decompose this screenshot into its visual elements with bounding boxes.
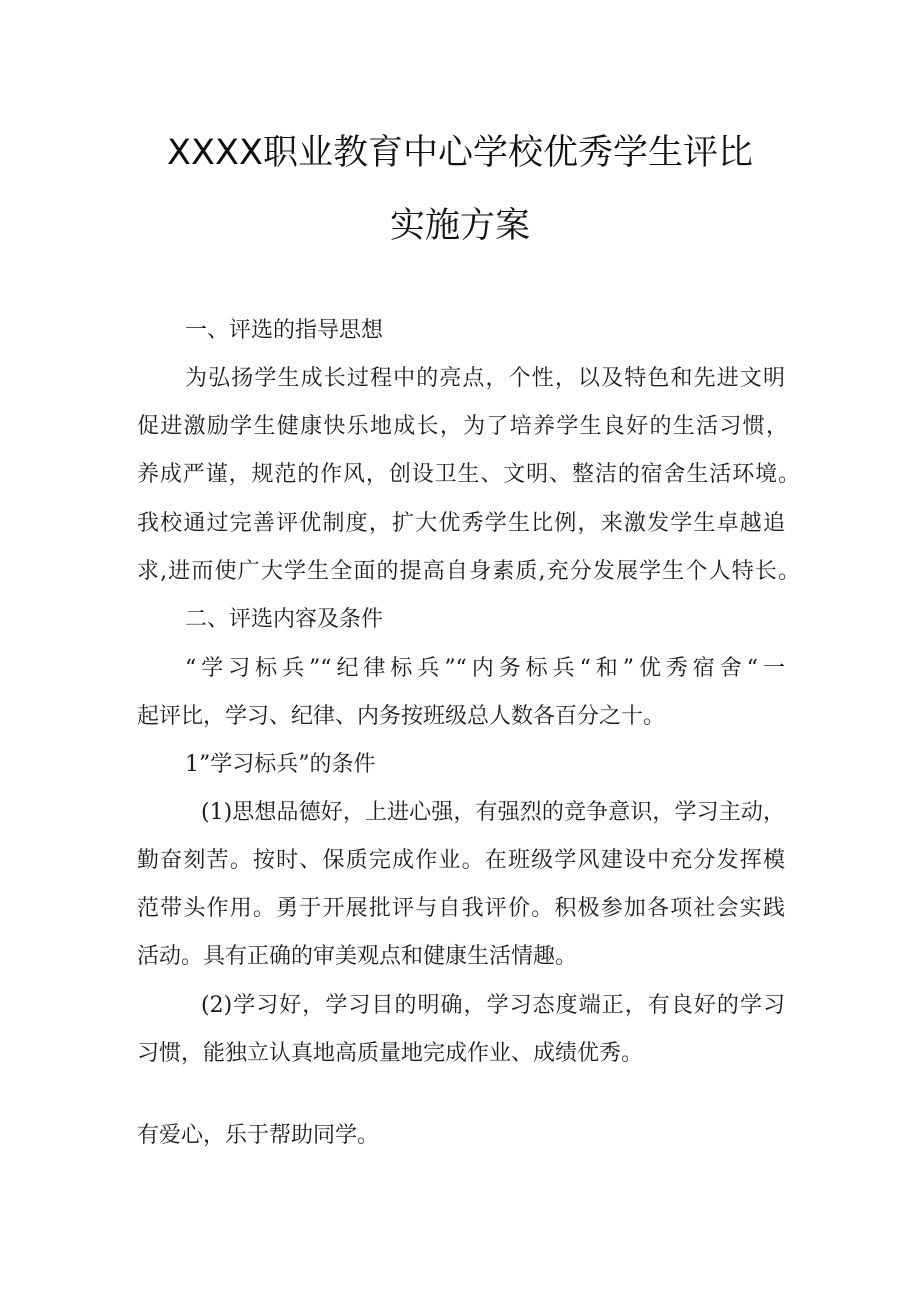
item-2-line-1: (2)学习好，学习目的明确，学习态度端正，有良好的学习	[201, 993, 785, 1018]
document-title-line-2: 实施方案	[389, 206, 530, 246]
section-2-heading: 二、评选内容及条件	[185, 607, 384, 632]
section-1-line-3: 养成严谨，规范的作风，创设卫生、文明、整洁的宿舍生活环境。	[137, 462, 800, 487]
item-1-line-3: 范带头作用。勇于开展批评与自我评价。积极参加各项社会实践	[137, 896, 785, 921]
subsection-1-heading: 1”学习标兵”的条件	[185, 752, 376, 777]
section-1-line-5: 求,进而使广大学生全面的提高自身素质,充分发展学生个人特长。	[137, 559, 800, 584]
item-1-line-1: (1)思想品德好，上进心强，有强烈的竞争意识，学习主动，	[201, 800, 785, 825]
item-1-line-2: 勤奋刻苦。按时、保质完成作业。在班级学风建设中充分发挥模	[137, 848, 785, 873]
item-2-line-2: 习惯，能独立认真地高质量地完成作业、成绩优秀。	[137, 1041, 644, 1066]
section-1-heading: 一、评选的指导思想	[185, 318, 384, 343]
section-1-line-4: 我校通过完善评优制度，扩大优秀学生比例，来激发学生卓越追	[137, 511, 785, 536]
section-2-line-2: 起评比，学习、纪律、内务按班级总人数各百分之十。	[137, 704, 666, 729]
item-1-line-4: 活动。具有正确的审美观点和健康生活情趣。	[137, 944, 578, 969]
item-3-line: 有爱心，乐于帮助同学。	[137, 1123, 380, 1148]
section-1-line-2: 促进激励学生健康快乐地成长，为了培养学生良好的生活习惯，	[137, 414, 788, 439]
document-title-line-1: XXXX职业教育中心学校优秀学生评比	[167, 133, 753, 173]
section-1-line-1: 为弘扬学生成长过程中的亮点，个性，以及特色和先进文明	[185, 366, 785, 391]
section-2-line-1: “学习标兵”“纪律标兵”“内务标兵“和”优秀宿舍“一	[185, 656, 785, 681]
